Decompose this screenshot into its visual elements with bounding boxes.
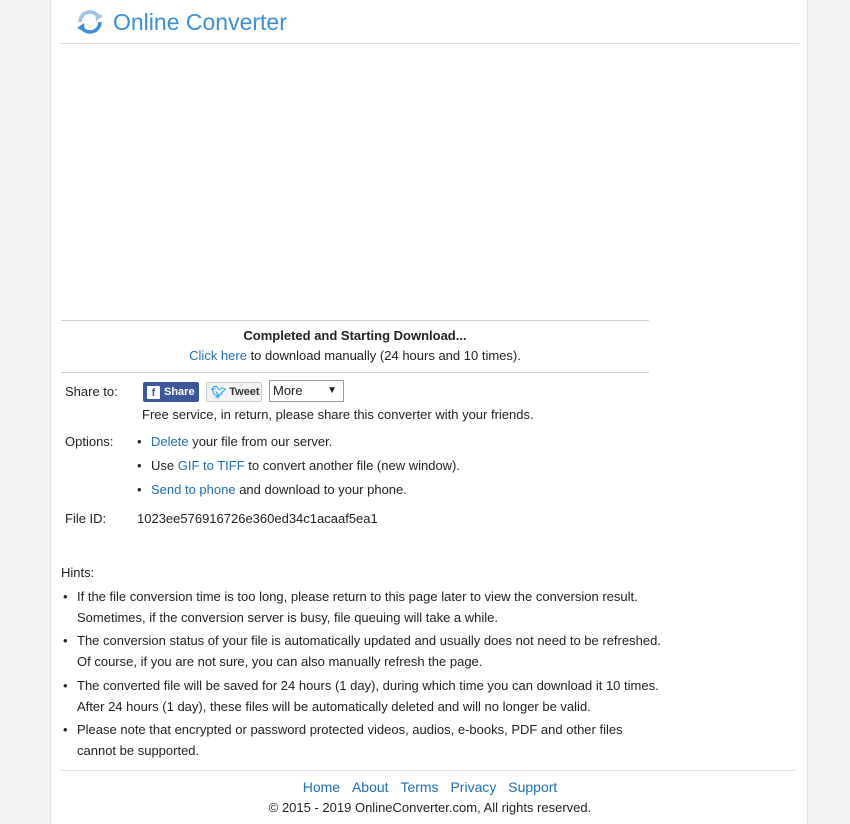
status-line: [61, 348, 649, 363]
send-to-phone-link[interactable]: Send to phone: [151, 482, 236, 497]
more-share-select[interactable]: [269, 380, 344, 402]
facebook-share-label: Share: [164, 386, 195, 398]
divider: [61, 320, 649, 321]
options-label: Options:: [65, 434, 114, 449]
manual-download-text: to download manually (24 hours and 10 times).: [246, 348, 521, 363]
footer-link-about[interactable]: About: [351, 779, 389, 795]
share-label: Share to:: [65, 384, 118, 399]
option-item-send-to-phone: [137, 482, 407, 497]
hints-title: Hints:: [61, 565, 95, 580]
file-id-label: File ID:: [65, 511, 107, 526]
hint-item: [63, 675, 663, 717]
page-container: [50, 0, 808, 824]
divider: [61, 372, 649, 373]
gif-to-tiff-link[interactable]: GIF to TIFF: [177, 458, 245, 473]
option-item-delete: [137, 434, 332, 449]
twitter-bird-icon: 🐦︎: [211, 385, 227, 399]
hint-text: • The converted file will be saved for 24 hours (1 day), during which time you can download it 10 times. After 24 hours (1 day), these files will be automatically deleted and will no longer be valid.: [77, 678, 659, 714]
hint-text: • Please note that encrypted or password protected videos, audios, e-books, PDF and other files cannot be supported.: [77, 722, 623, 758]
site-header: [61, 0, 799, 44]
facebook-share-button[interactable]: [143, 382, 199, 402]
site-logo-text[interactable]: Online Converter: [113, 9, 287, 35]
file-id-value: 1023ee576916726e360ed34c1acaaf5ea1: [137, 511, 378, 526]
facebook-icon: f: [147, 386, 160, 399]
option-suffix: your file from our server.: [188, 434, 333, 449]
free-service-text: Free service, in return, please share this converter with your friends.: [142, 407, 534, 422]
copyright-text: © 2015 - 2019 OnlineConverter.com, All rights reserved.: [268, 800, 592, 815]
option-suffix: to convert another file (new window).: [244, 458, 460, 473]
footer-nav: [51, 779, 809, 795]
hint-item: [63, 586, 663, 628]
option-item-convert: [137, 458, 460, 473]
footer-link-terms[interactable]: Terms: [400, 779, 439, 795]
hint-item: [63, 719, 663, 761]
dropdown-arrow-icon: ▼: [327, 385, 337, 396]
status-title: Completed and Starting Download...: [243, 328, 467, 343]
footer-link-support[interactable]: Support: [508, 779, 558, 795]
hint-item: [63, 630, 663, 672]
more-select-value: More: [273, 383, 303, 398]
click-here-link[interactable]: Click here: [189, 348, 247, 363]
hint-text: • The conversion status of your file is automatically updated and usually does not need to be refreshed. Of course, if you are not sure, you can also manually refresh the page.: [77, 633, 661, 669]
tweet-label: Tweet: [229, 386, 260, 398]
delete-link[interactable]: Delete: [151, 434, 189, 449]
footer-divider: [61, 770, 795, 771]
tweet-button[interactable]: [206, 382, 262, 402]
hint-text: • If the file conversion time is too long, please return to this page later to view the conversion result. Sometimes, if the conversion server is busy, file queuing will take a while.: [77, 589, 638, 625]
footer-link-home[interactable]: Home: [302, 779, 341, 795]
option-prefix: Use: [151, 458, 178, 473]
refresh-arrows-icon: [75, 9, 105, 35]
option-suffix: and download to your phone.: [235, 482, 407, 497]
footer-link-privacy[interactable]: Privacy: [450, 779, 497, 795]
